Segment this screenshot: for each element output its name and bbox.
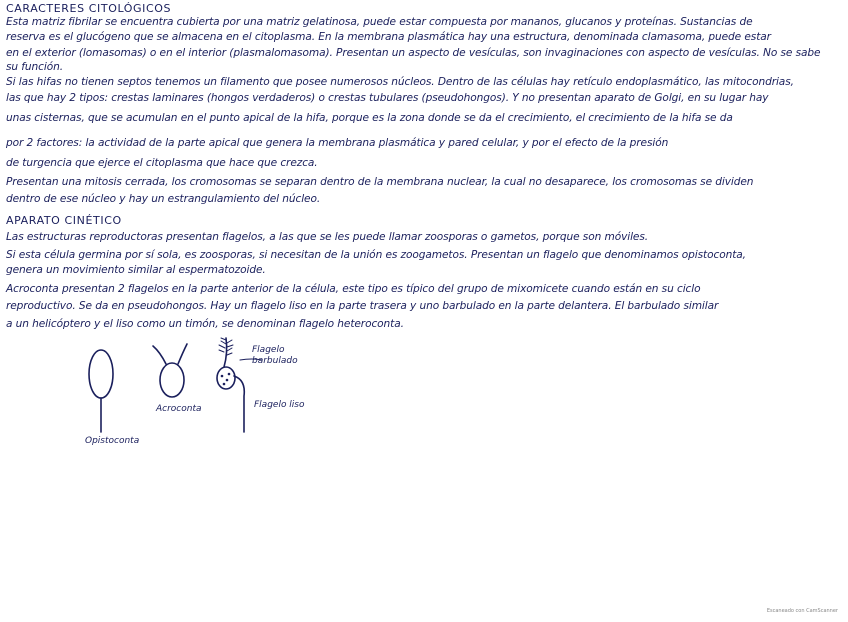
text-line: Acroconta presentan 2 flagelos en la parte anterior de la célula, este tipo es típico del grupo de mixomicete cuando están en su ciclo xyxy=(6,283,701,295)
text-line: su función. xyxy=(6,61,63,73)
label-flagelo-liso: Flagelo liso xyxy=(254,400,305,410)
acroconta-flagellum-right xyxy=(178,344,187,364)
acroconta-cell xyxy=(160,363,184,397)
text-line: de turgencia que ejerce el citoplasma que hace que crezca. xyxy=(6,157,318,169)
text-line: a un helicóptero y el liso como un timón, se denominan flagelo heteroconta. xyxy=(6,318,404,330)
heteroconta-cell xyxy=(217,367,235,389)
opistoconta-cell xyxy=(89,350,113,398)
text-line: Si las hifas no tienen septos tenemos un filamento que posee numerosos núcleos. Dentro de las células hay retículo endoplasmático, las mitocondrias, xyxy=(6,76,794,88)
text-line: las que hay 2 tipos: crestas laminares (hongos verdaderos) o crestas tubulares (pseudohongos). Y no presentan aparato de Golgi, en su lugar hay xyxy=(6,92,769,104)
camscanner-watermark: Escaneado con CamScanner xyxy=(766,608,838,614)
text-line: Las estructuras reproductoras presentan flagelos, a las que se les puede llamar zoosporas o gametos, porque son móviles. xyxy=(6,231,649,243)
text-line: unas cisternas, que se acumulan en el punto apical de la hifa, porque es la zona donde se da el crecimiento, el crecimiento de la hifa se da xyxy=(6,112,733,124)
text-line: dentro de ese núcleo y hay un estrangulamiento del núcleo. xyxy=(6,193,321,205)
text-line: Si esta célula germina por sí sola, es zoosporas, si necesitan de la unión es zoogametos. Presentan un flagelo que denominamos opistoconta, xyxy=(6,249,746,261)
text-line: por 2 factores: la actividad de la parte apical que genera la membrana plasmática y pared celular, y por el efecto de la presión xyxy=(6,137,669,149)
flagelo-barbulado xyxy=(224,338,227,367)
text-line: genera un movimiento similar al espermatozoide. xyxy=(6,264,266,276)
heading-caracteres-citologicos: CARACTERES CITOLÓGICOS xyxy=(6,2,172,15)
heading-aparato-cinetico: APARATO CINÉTICO xyxy=(6,214,122,227)
label-acroconta: Acroconta xyxy=(156,404,202,414)
acroconta-flagellum-left xyxy=(153,346,166,364)
text-line: reproductivo. Se da en pseudohongos. Hay un flagelo liso en la parte trasera y uno barbulado en la parte delantera. El barbulado similar xyxy=(6,300,719,312)
text-line: Esta matriz fibrilar se encuentra cubierta por una matriz gelatinosa, puede estar compuesta por mananos, glucanos y proteínas. Sustancias de xyxy=(6,16,753,28)
label-flagelo-barbulado: Flagelo barbulado xyxy=(252,345,298,366)
text-line: reserva es el glucógeno que se almacena en el citoplasma. En la membrana plasmática hay una estructura, denominada clamasoma, puede estar xyxy=(6,31,771,43)
label-opistoconta: Opistoconta xyxy=(85,436,140,446)
text-line: en el exterior (lomasomas) o en el interior (plasmalomasoma). Presentan un aspecto de vesículas, son invaginaciones con aspecto de vesículas. No se sabe xyxy=(6,47,821,59)
flagelo-liso xyxy=(234,376,244,432)
text-line: Presentan una mitosis cerrada, los cromosomas se separan dentro de la membrana nuclear, la cual no desaparece, los cromosomas se dividen xyxy=(6,176,754,188)
